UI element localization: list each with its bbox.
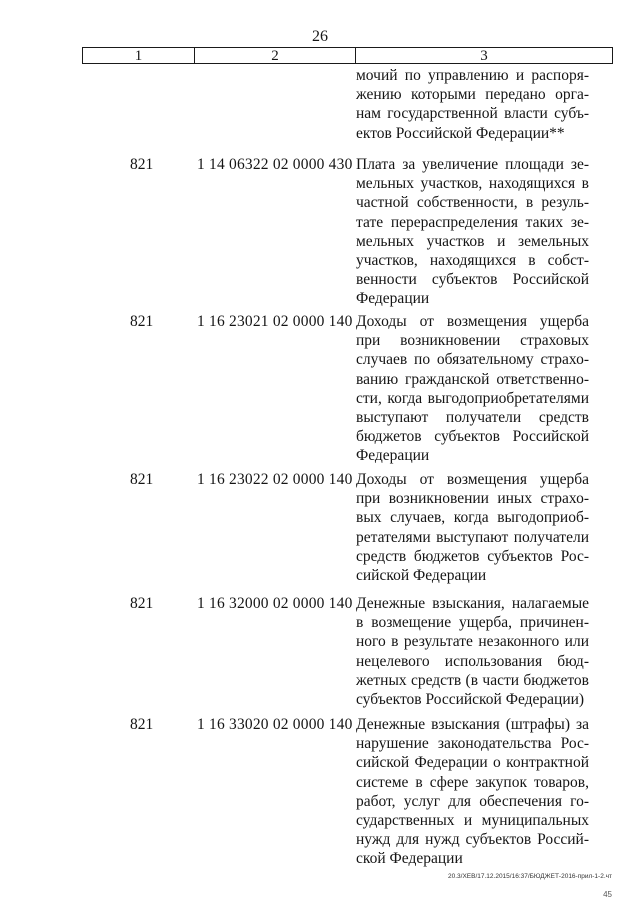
desc-line: Плата за увеличение площади зе- xyxy=(356,156,589,173)
row-budget-code: 1 16 23021 02 0000 140 xyxy=(197,313,353,330)
desc-line: нужд для нужд субъектов Россий- xyxy=(356,831,589,849)
row-admin-code: 821 xyxy=(130,471,154,488)
desc-line: ванию гражданской ответственно- xyxy=(356,370,589,388)
desc-line: вых случаев, когда выгодоприоб- xyxy=(356,509,589,527)
desc-line: средств бюджетов субъектов Рос- xyxy=(356,547,589,565)
desc-line: сударственных и муниципальных xyxy=(356,812,589,830)
desc-line: субъектов Российской Федерации) xyxy=(356,691,585,709)
row-admin-code: 821 xyxy=(130,595,154,612)
row-description xyxy=(356,594,589,709)
row-admin-code: 821 xyxy=(130,716,154,733)
desc-line: мочий по управлению и распоря- xyxy=(356,67,589,84)
desc-line: бюджетов субъектов Российской xyxy=(356,428,589,446)
desc-line: при возникновении страховых xyxy=(356,332,589,350)
desc-line: Федерации xyxy=(356,290,430,308)
desc-line: Доходы от возмещения ущерба xyxy=(356,313,589,330)
desc-line: выступают получатели средств xyxy=(356,409,589,427)
row-description xyxy=(356,312,589,466)
desc-line: системе в сфере закупок товаров, xyxy=(356,773,589,791)
desc-line: нецелевого использования бюд- xyxy=(356,652,589,670)
desc-line: мельных участков, находящихся в xyxy=(356,175,589,193)
desc-line: сийской Федерации о контрактной xyxy=(356,754,589,772)
row-description xyxy=(356,155,589,309)
desc-line: нам государственной власти субъ- xyxy=(356,105,589,123)
header-col-2: 2 xyxy=(195,48,356,63)
desc-line: венности субъектов Российской xyxy=(356,271,589,289)
page-number: 26 xyxy=(312,28,328,45)
desc-line: жетных средств (в части бюджетов xyxy=(356,671,589,689)
row-budget-code: 1 16 23022 02 0000 140 xyxy=(197,471,353,488)
row-budget-code: 1 16 33020 02 0000 140 xyxy=(197,716,353,733)
row-admin-code: 821 xyxy=(130,313,154,330)
desc-line: сийской Федерации xyxy=(356,567,487,585)
desc-line: ного в результате незаконного или xyxy=(356,633,589,651)
desc-line: ектов Российской Федерации** xyxy=(356,124,565,142)
desc-line: Федерации xyxy=(356,447,430,465)
desc-line: Денежные взыскания (штрафы) за xyxy=(356,716,589,733)
row-description xyxy=(356,715,589,869)
desc-line: работ, услуг для обеспечения го- xyxy=(356,792,589,810)
row-admin-code: 821 xyxy=(130,156,154,173)
header-col-3: 3 xyxy=(480,48,488,64)
desc-line: нарушение законодательства Рос- xyxy=(356,735,589,753)
desc-line: тате перераспределения таких зе- xyxy=(356,213,589,231)
desc-line: Денежные взыскания, налагаемые xyxy=(356,595,589,612)
desc-line: участков, находящихся в собст- xyxy=(356,252,589,270)
desc-line: сти, когда выгодоприобретателями xyxy=(356,389,589,407)
row-budget-code: 1 16 32000 02 0000 140 xyxy=(197,595,353,612)
row-description xyxy=(356,470,589,585)
desc-line: ской Федерации xyxy=(356,850,463,868)
header-col-1: 1 xyxy=(83,48,195,63)
row-budget-code: 1 14 06322 02 0000 430 xyxy=(197,156,353,173)
desc-line: Доходы от возмещения ущерба xyxy=(356,471,589,488)
desc-line: ретателями выступают получатели xyxy=(356,528,589,546)
desc-line: при возникновении иных страхо- xyxy=(356,490,589,508)
desc-line: случаев по обязательному страхо- xyxy=(356,351,589,369)
desc-line: жению которыми передано орга- xyxy=(356,86,589,104)
footer-file-reference: 20.3/ХЕВ/17.12.2015/16:37/БЮДЖЕТ-2016-прил-1-2.чт xyxy=(447,873,612,880)
desc-line: частной собственности, в резуль- xyxy=(356,194,589,212)
table-header-row xyxy=(82,47,613,64)
continuation-description xyxy=(356,66,589,143)
footer-mark: 45 xyxy=(603,890,612,899)
desc-line: мельных участков и земельных xyxy=(356,232,589,250)
desc-line: в возмещение ущерба, причинен- xyxy=(356,614,589,632)
